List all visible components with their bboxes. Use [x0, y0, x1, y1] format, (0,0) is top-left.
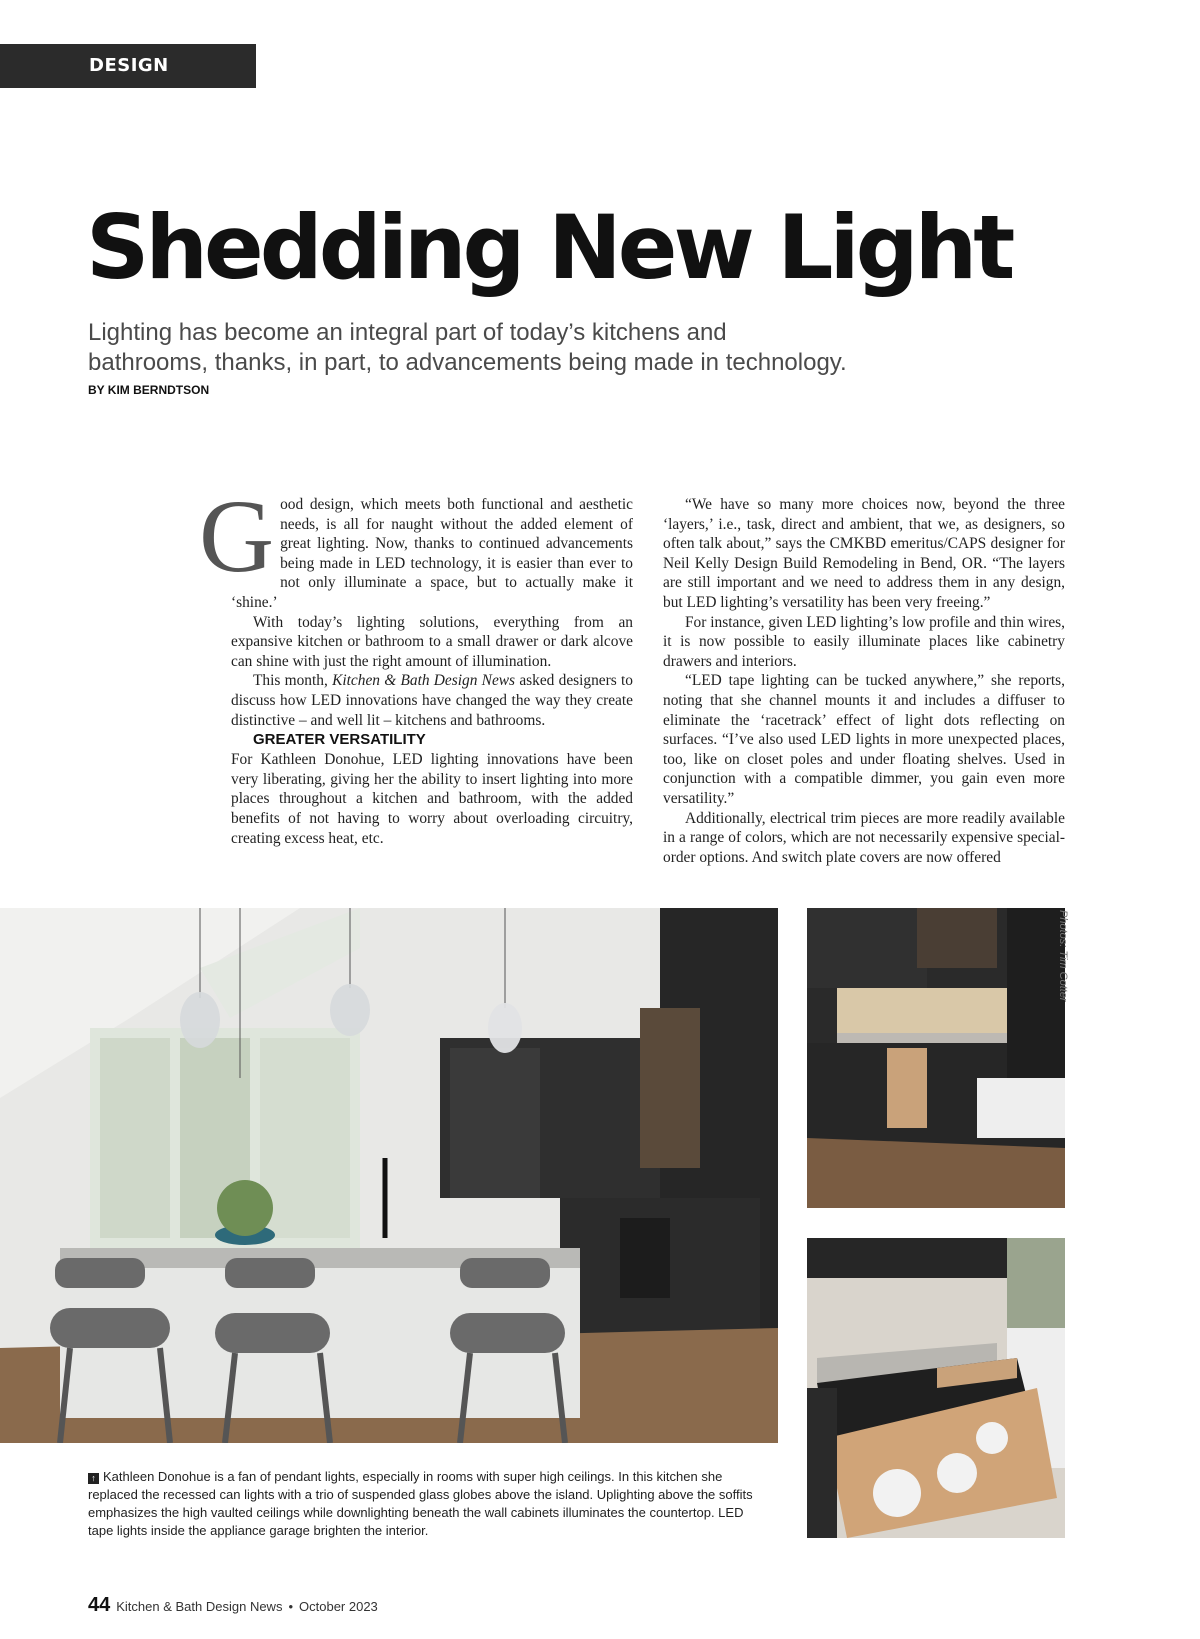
byline: BY KIM BERNDTSON — [88, 383, 210, 397]
article-column-2 — [663, 495, 1065, 867]
subhead: GREATER VERSATILITY — [253, 731, 426, 749]
publication-title: Kitchen & Bath Design News — [116, 1599, 283, 1614]
article-paragraph: For Kathleen Donohue, LED lighting innovations have been very liberating, giving her the ability to insert lighting into more places throughout a kitchen and bathroom, with the added benefits of not having to worry about overloading circuitry, creating excess heat, etc. — [231, 751, 633, 847]
article-paragraph: Additionally, electrical trim pieces are more readily available in a range of colors, which are not necessarily expensive special- order options. And switch plate covers are now offered — [663, 809, 1065, 866]
section-tag: DESIGN TRENDS — [0, 44, 256, 88]
issue-date: October 2023 — [299, 1599, 378, 1614]
page-footer — [88, 1594, 378, 1617]
appliance-garage-photo — [807, 908, 1065, 1208]
drawer-lighting-photo — [807, 1238, 1065, 1538]
article-paragraph: “We have so many more choices now, beyond the three ‘layers,’ i.e., task, direct and ambient, that we, as designers, so often talk about,” says the CMKBD emeritus/CAPS designer for Neil Kelly Design Build Remodeling in Bend, OR. “The layers are still important and we need to address them in any design, but LED lighting’s versatility has been very freeing.” — [663, 496, 1065, 611]
dek: Lighting has become an integral part of today’s kitchens and bathrooms, thanks, in part, to advancements being made in technology. — [88, 319, 847, 376]
page-number: 44 — [88, 1594, 111, 1616]
kitchen-island-photo — [0, 908, 778, 1443]
publication-name: Kitchen & Bath Design News — [332, 672, 516, 690]
article-paragraph: Good design, which meets both functional and aesthetic needs, is all for naught without the added element of great lighting. Now, thanks to continued advancements being made in LED technology, it is easier than ever to not only illuminate a space, but to actually make it ‘shine.’ — [199, 479, 633, 611]
article-column-1 — [199, 479, 633, 848]
headline: Shedding New Light — [86, 196, 1012, 299]
article-paragraph: With today’s lighting solutions, everything from an expansive kitchen or bathroom to a small drawer or dark alcove can shine with just the right amount of illumination. — [231, 613, 633, 670]
drop-cap: G — [199, 479, 275, 594]
photo-caption: ↑ Kathleen Donohue is a fan of pendant lights, especially in rooms with super high ceilings. In this kitchen she replaced the recessed can lights with a trio of suspended glass globes above the island. Uplighting above the soffits emphasizes the high vaulted ceilings while downlighting beneath the wall cabinets illuminates the countertop. LED tape lights inside the appliance garage brighten the interior. — [88, 1469, 753, 1538]
photo-credit: Photos: Tim Cotter — [1057, 910, 1069, 1002]
article-paragraph: “LED tape lighting can be tucked anywhere,” she reports, noting that she channel mounts it and includes a diffuser to eliminate the ‘racetrack’ effect of light dots reflecting on surfaces. “I’ve also used LED lights in more unexpected places, too, like on closet poles and under floating shelves. Used in conjunction with a compatible dimmer, you gain even more versatility.” — [663, 672, 1065, 807]
arrow-up-icon: ↑ — [88, 1473, 99, 1484]
article-paragraph: For instance, given LED lighting’s low profile and thin wires, it is now possible to easily illuminate places like cabinetry drawers and interiors. — [663, 613, 1066, 670]
article-paragraph: This month, Kitchen & Bath Design News asked designers to discuss how LED innovations have changed the way they create distinctive – and well lit – kitchens and bathrooms. — [231, 672, 633, 729]
footer-separator: • — [288, 1599, 294, 1614]
